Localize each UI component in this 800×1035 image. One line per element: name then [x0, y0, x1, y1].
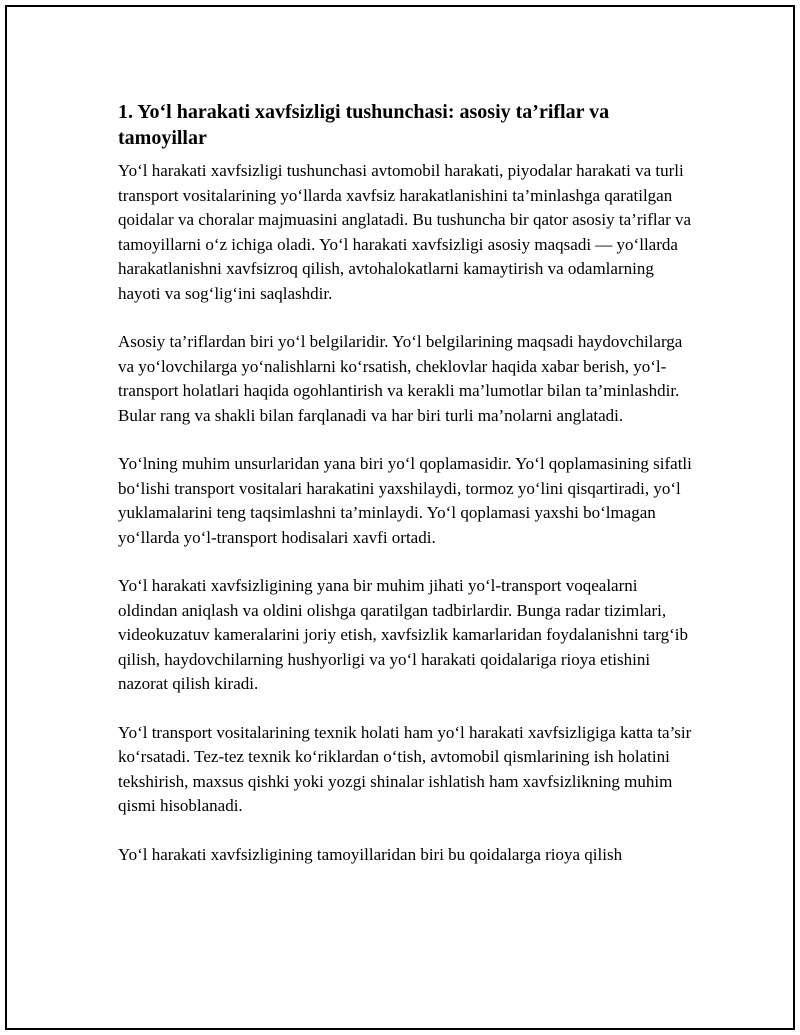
page-frame [5, 5, 795, 1030]
paragraph: Yo‘lning muhim unsurlaridan yana biri yo‘l qoplamasidir. Yo‘l qoplamasining sifatli bo‘lishi transport vositalari harakatini yaxshilaydi, tormoz yo‘lini qisqartiradi, yo‘l yuklamalarini teng taqsimlashni ta’minlaydi. Yo‘l qoplamasi yaxshi bo‘lmagan yo‘llarda yo‘l-transport hodisalari xavfi ortadi. [118, 454, 692, 547]
section-heading: 1. Yo‘l harakati xavfsizligi tushunchasi: asosiy ta’riflar va tamoyillar [118, 101, 610, 149]
paragraph: Yo‘l harakati xavfsizligi tushunchasi avtomobil harakati, piyodalar harakati va turli transport vositalarining yo‘llarda xavfsiz harakatlanishini ta’minlashga qaratilgan qoidalar va choralar majmuasini anglatadi. Bu tushuncha bir qator asosiy ta’riflar va tamoyillarni o‘z ichiga oladi. Yo‘l harakati xavfsizligi asosiy maqsadi — yo‘llarda harakatlanishni xavfsizroq qilish, avtohalokatlarni kamaytirish va odamlarning hayoti va sog‘lig‘ini saqlashdir. [118, 161, 692, 303]
paragraph: Yo‘l harakati xavfsizligining yana bir muhim jihati yo‘l-transport voqealarni oldindan aniqlash va oldini olishga qaratilgan tadbirlardir. Bunga radar tizimlari, videokuzatuv kameralarini joriy etish, xavfsizlik kamarlaridan foydalanishni targ‘ib qilish, haydovchilarning hushyorligi va yo‘l harakati qoidalariga rioya etishini nazorat qilish kiradi. [118, 576, 688, 693]
document-body [118, 99, 693, 891]
paragraph: Yo‘l harakati xavfsizligining tamoyillaridan biri bu qoidalarga rioya qilish [118, 844, 623, 864]
paragraph: Asosiy ta’riflardan biri yo‘l belgilaridir. Yo‘l belgilarining maqsadi haydovchilarga va yo‘lovchilarga yo‘nalishlarni ko‘rsatish, cheklovlar haqida xabar berish, yo‘l-transport holatlari haqida ogohlantirish va kerakli ma’lumotlar bilan ta’minlashdir. Bular rang va shakli bilan farqlanadi va har biri turli ma’nolarni anglatadi. [118, 332, 683, 425]
paragraph: Yo‘l transport vositalarining texnik holati ham yo‘l harakati xavfsizligiga katta ta’sir ko‘rsatadi. Tez-tez texnik ko‘riklardan o‘tish, avtomobil qismlarining ish holatini tekshirish, maxsus qishki yoki yozgi shinalar ishlatish ham xavfsizlikning muhim qismi hisoblanadi. [118, 722, 692, 815]
